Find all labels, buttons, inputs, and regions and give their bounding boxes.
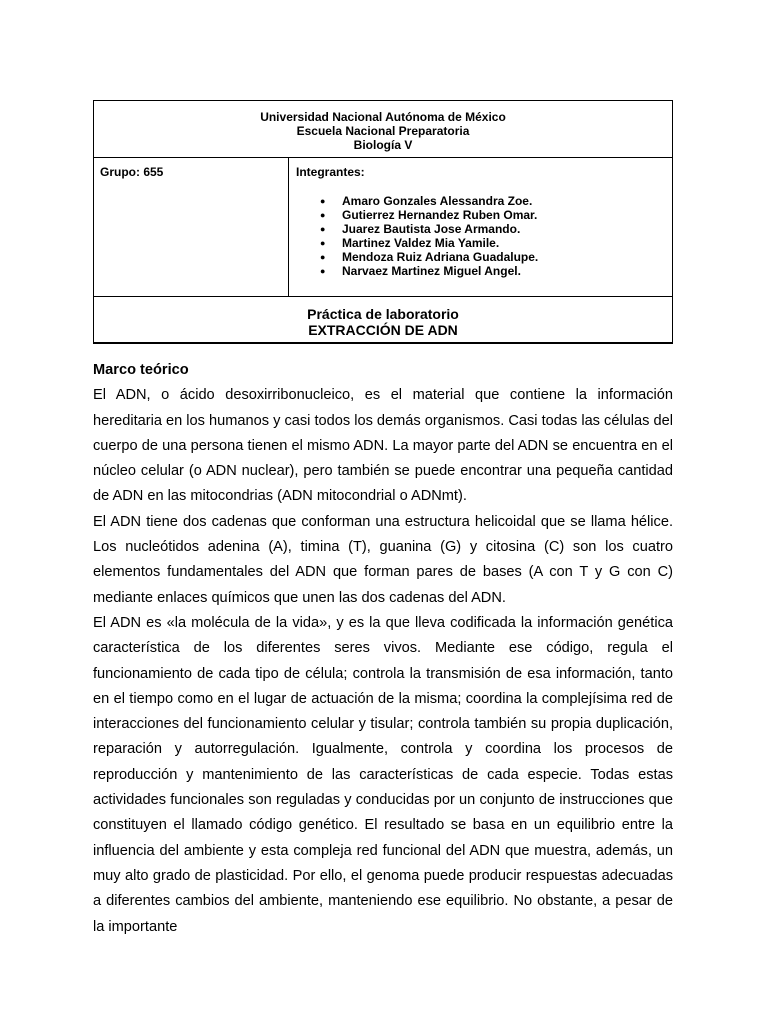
list-item: ● Narvaez Martinez Miguel Angel.	[320, 264, 672, 278]
group-label: Grupo: 655	[100, 165, 164, 179]
paragraph: El ADN tiene dos cadenas que conforman una estructura helicoidal que se llama hélice. Los nucleótidos adenina (A), timina (T), guanina (G) y citosina (C) son los cuatro elementos fundamentales del ADN que forman pares de bases (A con T y G con C) mediante enlaces químicos que unen las dos cadenas del ADN.	[93, 513, 673, 606]
institution-cell	[94, 101, 673, 158]
members-heading: Integrantes:	[296, 165, 365, 179]
institution-name: Universidad Nacional Autónoma de México	[260, 110, 506, 124]
practice-title: EXTRACCIÓN DE ADN	[308, 322, 458, 338]
list-item: ● Gutierrez Hernandez Ruben Omar.	[320, 208, 672, 222]
group-cell	[94, 158, 289, 297]
list-item: ● Amaro Gonzales Alessandra Zoe.	[320, 194, 672, 208]
list-item: ● Martinez Valdez Mia Yamile.	[320, 236, 672, 250]
header-practice-row	[94, 297, 673, 344]
members-list	[296, 194, 672, 278]
document-body	[93, 358, 673, 940]
practice-cell	[94, 297, 673, 344]
header-title-row	[94, 101, 673, 158]
paragraph: El ADN es «la molécula de la vida», y es la que lleva codificada la información genética característica de los diferentes seres vivos. Mediante ese código, regula el funcionamiento de cada tipo de célula; controla la transmisión de esa información, tanto en el tiempo como en el lugar de actuación de la misma; coordina la complejísima red de interacciones del funcionamiento celular y tisular; controla también su propia duplicación, reparación y autorregulación. Igualmente, controla y coordina los procesos de reproducción y mantenimiento de las características de cada especie. Todas estas actividades funcionales son reguladas y conducidas por un conjunto de instrucciones que constituyen el llamado código genético. El resultado se basa en un equilibrio entre la influencia del ambiente y esta compleja red funcional del ADN que muestra, además, un muy alto grado de plasticidad. Por ello, el genoma puede producir respuestas adecuadas a diferentes cambios del ambiente, manteniendo ese equilibrio. No obstante, a pesar de la importante	[93, 614, 673, 935]
members-cell	[289, 158, 673, 297]
paragraph: El ADN, o ácido desoxirribonucleico, es el material que contiene la información hereditaria en los humanos y casi todos los demás organismos. Casi todas las células del cuerpo de una persona tienen el mismo ADN. La mayor parte del ADN se encuentra en el núcleo celular (o ADN nuclear), pero también se puede encontrar una pequeña cantidad de ADN en las mitocondrias (ADN mitocondrial o ADNmt).	[93, 387, 673, 505]
header-table	[93, 100, 673, 344]
school-name: Escuela Nacional Preparatoria	[296, 124, 470, 138]
practice-label: Práctica de laboratorio	[307, 306, 459, 322]
header-members-row	[94, 158, 673, 297]
section-heading: Marco teórico	[93, 362, 189, 378]
list-item: ● Juarez Bautista Jose Armando.	[320, 222, 672, 236]
course-name: Biología V	[353, 138, 413, 152]
list-item: ● Mendoza Ruiz Adriana Guadalupe.	[320, 250, 672, 264]
